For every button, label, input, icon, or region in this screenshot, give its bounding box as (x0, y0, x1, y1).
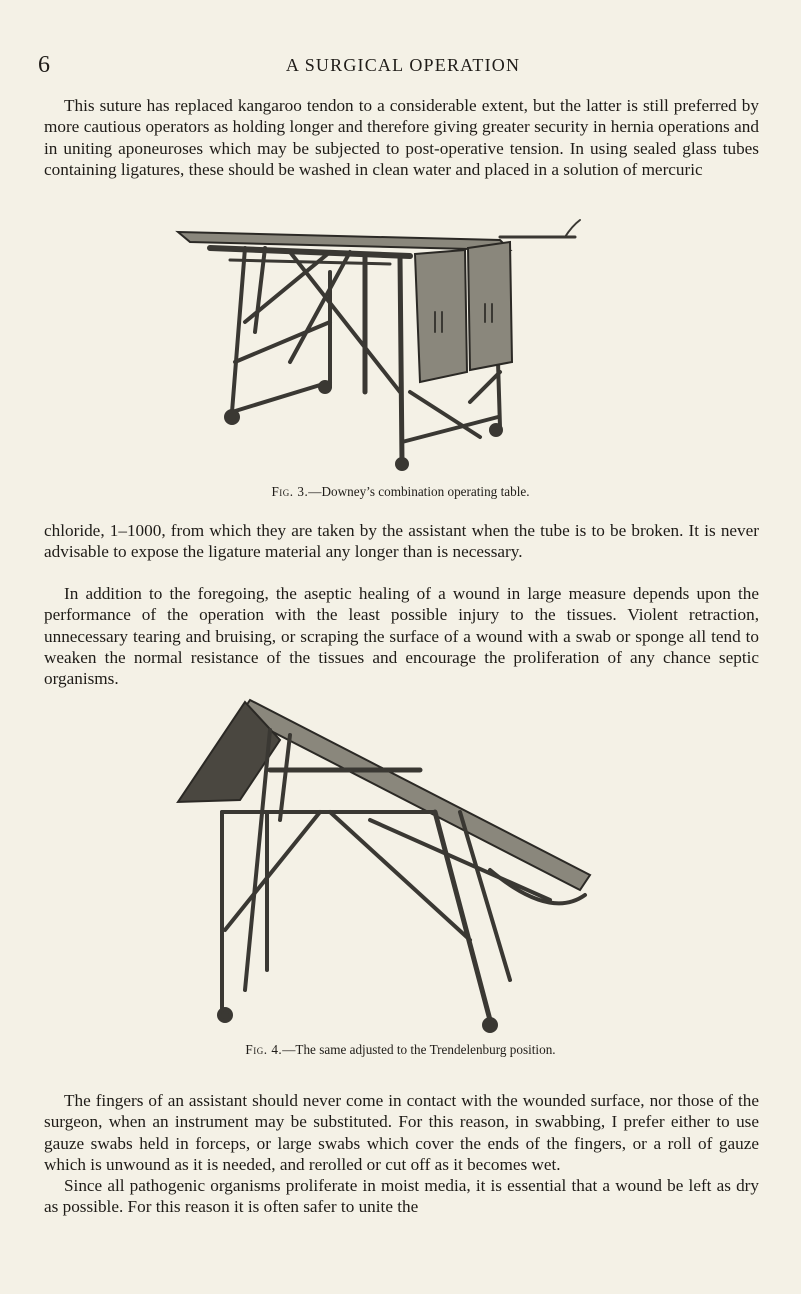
paragraph-suture: This suture has replaced kangaroo tendon to a considerable extent, but the latter is still preferred by more cautious operators as holding longer and therefore giving greater security in hernia operations and in uniting aponeuroses which may be subjected to post-operative tension. In using sealed glass tubes containing ligatures, these should be washed in clean water and placed in a solution of mercuric (44, 96, 759, 179)
figure-4 (0, 690, 801, 1065)
figure-3-label: Fig. 3. (271, 484, 309, 499)
figure-3-caption (0, 484, 801, 500)
running-head: A SURGICAL OPERATION (285, 55, 521, 75)
page-number: 6 (38, 52, 50, 78)
trendelenburg-table-illustration (170, 690, 610, 1035)
figure-4-caption (0, 1042, 801, 1058)
figure-4-label: Fig. 4. (245, 1042, 283, 1057)
page-header (38, 50, 768, 80)
figure-4-caption-text: —The same adjusted to the Trendelenburg position. (282, 1042, 556, 1057)
figure-3 (0, 212, 801, 502)
figure-3-caption-text: —Downey’s combination operating table. (308, 484, 530, 499)
operating-table-illustration (170, 212, 610, 472)
paragraph-fingers: The fingers of an assistant should never come in contact with the wounded surface, nor those of the surgeon, when an instrument may be substituted. For this reason, in swabbing, I prefer either to use gauze swabs held in forceps, or large swabs which cover the ends of the fingers, or a roll of gauze which is unwound as it is needed, and rerolled or cut off as it becomes wet. (44, 1091, 759, 1174)
paragraph-chloride: chloride, 1–1000, from which they are taken by the assistant when the tube is to be broken. It is never advisable to expose the ligature material any longer than is necessary. (44, 521, 759, 562)
paragraph-aseptic-healing: In addition to the foregoing, the aseptic healing of a wound in large measure depends upon the performance of the operation with the least possible injury to the tissues. Violent retraction, unnecessary tearing and bruising, or scraping the surface of a wound with a swab or sponge all tend to weaken the normal resistance of the tissues and encourage the proliferation of any chance septic organisms. (44, 584, 759, 689)
paragraph-dry-wound: Since all pathogenic organisms proliferate in moist media, it is essential that a wound be left as dry as possible. For this reason it is often safer to unite the (44, 1176, 759, 1217)
